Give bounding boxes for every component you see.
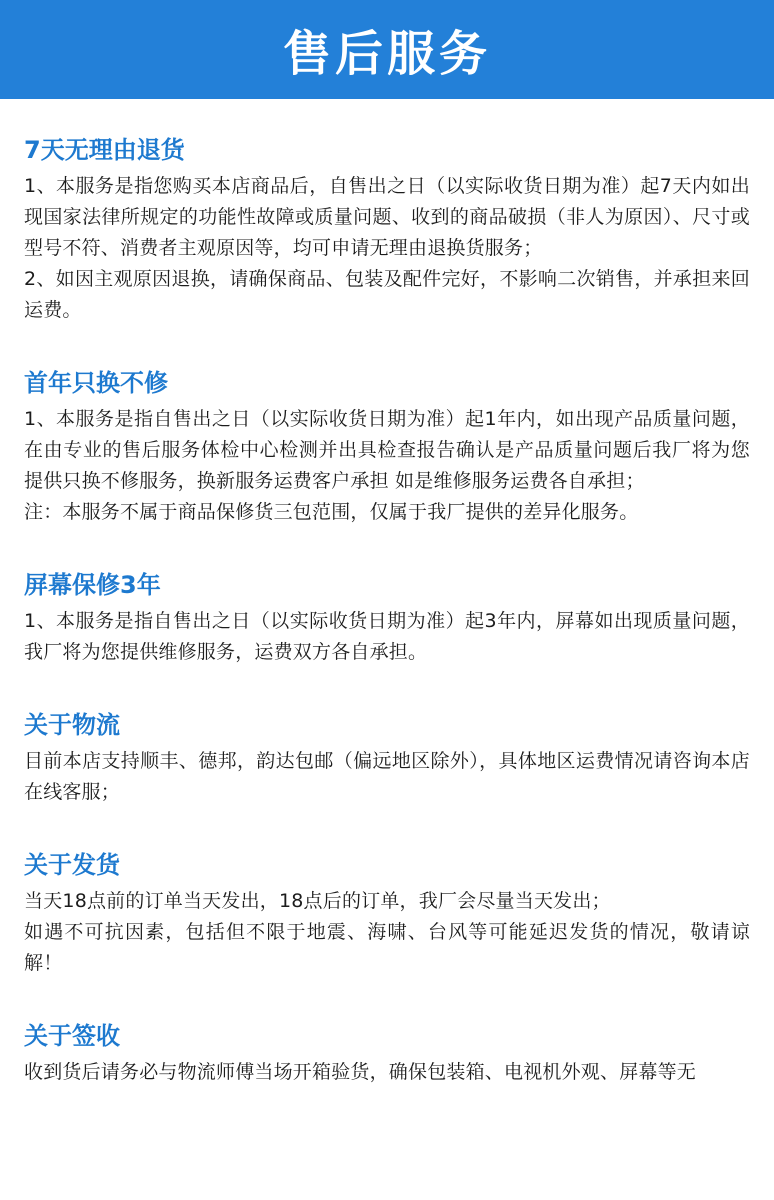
section-paragraph: 2、如因主观原因退换，请确保商品、包装及配件完好，不影响二次销售，并承担来回运费。 xyxy=(24,268,750,321)
content xyxy=(0,99,774,1088)
section-paragraph: 1、本服务是指自售出之日（以实际收货日期为准）起1年内，如出现产品质量问题，在由专业的售后服务体检中心检测并出具检查报告确认是产品质量问题后我厂将为您提供只换不修服务，换新服务运费客户承担 如是维修服务运费各自承担； xyxy=(24,408,750,492)
section-logistics xyxy=(24,704,750,808)
section-paragraph: 目前本店支持顺丰、德邦，韵达包邮（偏远地区除外），具体地区运费情况请咨询本店在线客服； xyxy=(24,750,750,803)
section-paragraph: 如遇不可抗因素，包括但不限于地震、海啸、台风等可能延迟发货的情况，敬请谅解！ xyxy=(24,921,750,974)
section-title: 屏幕保修3年 xyxy=(24,571,161,599)
section-title: 首年只换不修 xyxy=(24,369,168,397)
section-title: 7天无理由退货 xyxy=(24,136,185,164)
section-7day-return xyxy=(24,129,750,326)
section-shipping xyxy=(24,844,750,979)
section-screen-warranty xyxy=(24,564,750,668)
section-title: 关于签收 xyxy=(24,1022,120,1050)
section-receipt xyxy=(24,1015,750,1088)
section-title: 关于发货 xyxy=(24,851,120,879)
section-paragraph: 1、本服务是指您购买本店商品后，自售出之日（以实际收货日期为准）起7天内如出现国家法律所规定的功能性故障或质量问题、收到的商品破损（非人为原因）、尺寸或型号不符、消费者主观原因等，均可申请无理由退换货服务； xyxy=(24,175,750,259)
section-paragraph: 收到货后请务必与物流师傅当场开箱验货，确保包装箱、电视机外观、屏幕等无 xyxy=(24,1061,697,1083)
section-title: 关于物流 xyxy=(24,711,120,739)
section-paragraph: 1、本服务是指自售出之日（以实际收货日期为准）起3年内，屏幕如出现质量问题，我厂将为您提供维修服务，运费双方各自承担。 xyxy=(24,610,750,663)
section-first-year-replace xyxy=(24,362,750,528)
header-banner xyxy=(0,0,774,99)
page-title: 售后服务 xyxy=(282,26,491,82)
section-paragraph: 注：本服务不属于商品保修货三包范围，仅属于我厂提供的差异化服务。 xyxy=(24,501,639,523)
section-paragraph: 当天18点前的订单当天发出，18点后的订单，我厂会尽量当天发出； xyxy=(24,890,611,912)
